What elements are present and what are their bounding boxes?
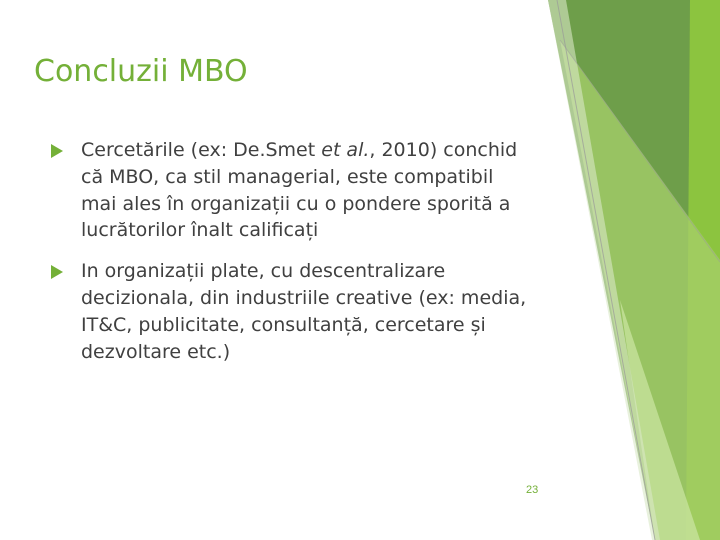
bullet-emphasis: et al.	[321, 139, 370, 161]
bullet-item	[48, 137, 528, 244]
triangle-bullet-icon	[51, 144, 63, 158]
bullet-list	[48, 137, 528, 365]
bullet-text-continued: , 2010) conchid că MBO, ca stil managerial, este compatibil mai ales în organizații cu o pondere sporită a lucrătorilor înalt calificați	[81, 139, 518, 242]
bullet-text: In organizații plate, cu descentralizare decizionala, din industriile creative (ex: media, IT&C, publicitate, consultanță, cercetare și dezvoltare etc.)	[81, 260, 527, 363]
page-number: 23	[526, 484, 539, 496]
bullet-text: Cercetările (ex: De.Smet	[81, 139, 322, 161]
bullet-item	[48, 258, 528, 365]
slide-title: Concluzii MBO	[34, 54, 248, 89]
triangle-bullet-icon	[51, 265, 63, 279]
